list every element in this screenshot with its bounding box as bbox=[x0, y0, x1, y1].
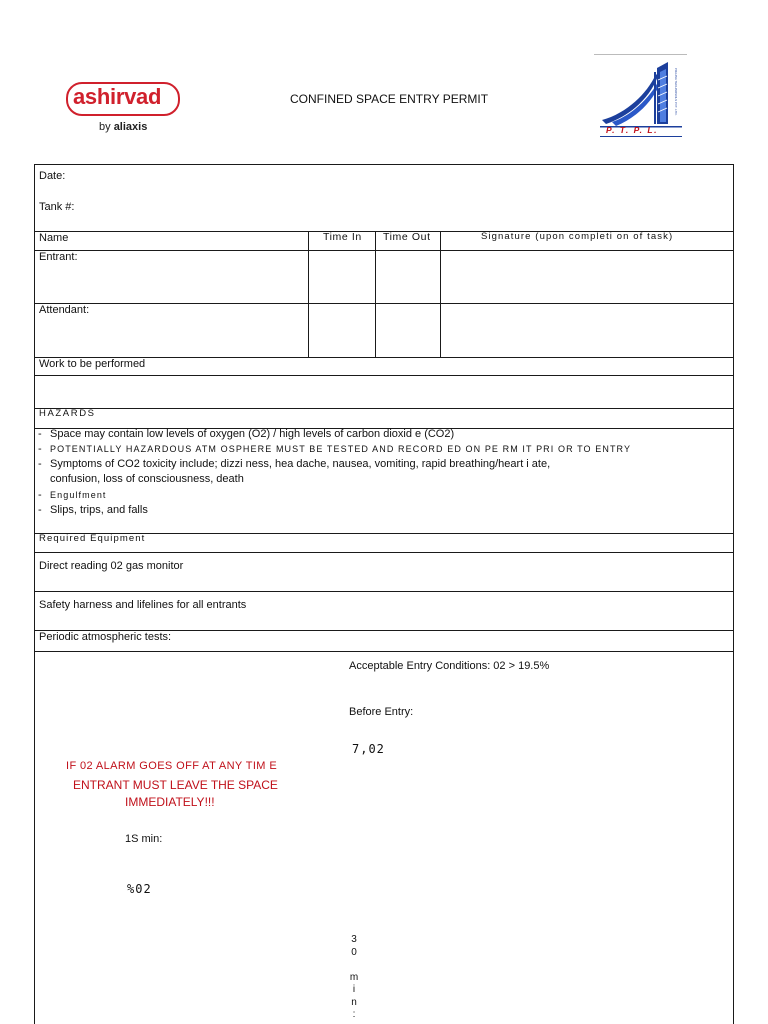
thirty-min-char: 3 bbox=[351, 934, 357, 945]
equipment-item: Safety harness and lifelines for all entrants bbox=[39, 599, 247, 611]
hazard-text: Symptoms of CO2 toxicity include; dizzi ness, hea dache, nausea, vomiting, rapid breathing/heart i ate, bbox=[50, 458, 551, 470]
thirty-min-label bbox=[348, 934, 360, 1022]
ashirvad-logo bbox=[66, 82, 182, 140]
attendant-time-in-field[interactable] bbox=[310, 305, 374, 356]
hazard-bullet: - bbox=[38, 443, 42, 455]
tagline-brand: aliaxis bbox=[113, 121, 148, 133]
hazard-text: Slips, trips, and falls bbox=[50, 504, 148, 516]
acceptable-entry-conditions: Acceptable Entry Conditions: 02 > 19.5% bbox=[349, 660, 550, 672]
tank-field[interactable] bbox=[85, 199, 720, 215]
attendant-signature-field[interactable] bbox=[442, 305, 732, 356]
entrant-label: Entrant: bbox=[39, 251, 78, 263]
ptpl-label: P. T. P. L. bbox=[606, 125, 658, 135]
before-entry-label: Before Entry: bbox=[349, 706, 414, 718]
date-label: Date: bbox=[39, 170, 66, 182]
hazard-bullet: - bbox=[38, 458, 42, 470]
ptpl-vertical-name: PRAJNA TECHNOSOLS PVT. LTD. bbox=[674, 68, 678, 116]
page-title: CONFINED SPACE ENTRY PERMIT bbox=[290, 92, 489, 106]
hazard-item bbox=[38, 503, 148, 517]
alarm-warning-line3: IMMEDIATELY!!! bbox=[125, 795, 215, 809]
equipment-item: Direct reading 02 gas monitor bbox=[39, 560, 184, 572]
hazard-item bbox=[38, 488, 107, 502]
thirty-min-char: : bbox=[352, 1009, 356, 1020]
alarm-warning-part: ALARM GOES OFF AT ANY TIM E bbox=[95, 760, 278, 772]
tagline-prefix: by bbox=[99, 121, 114, 133]
periodic-tests-label: Periodic atmospheric tests: bbox=[39, 631, 172, 643]
column-header-time-out: Time Out bbox=[383, 231, 431, 243]
thirty-min-char: m bbox=[349, 971, 359, 983]
hazard-text: Space may contain low levels of oxygen (O2) / high levels of carbon dioxid e (CO2) bbox=[50, 428, 455, 440]
column-header-name: Name bbox=[39, 232, 69, 244]
hazard-item bbox=[38, 442, 631, 456]
work-label: Work to be performed bbox=[39, 358, 146, 370]
fifteen-min-value: %02 bbox=[127, 882, 152, 896]
hazard-item bbox=[38, 472, 244, 486]
alarm-warning-line2: ENTRANT MUST LEAVE THE SPACE bbox=[73, 778, 278, 792]
attendant-name-field[interactable] bbox=[36, 318, 306, 356]
hazard-item bbox=[38, 427, 454, 441]
date-field[interactable] bbox=[80, 168, 720, 184]
work-field[interactable] bbox=[36, 377, 732, 407]
attendant-label: Attendant: bbox=[39, 304, 90, 316]
entrant-signature-field[interactable] bbox=[442, 252, 732, 302]
equipment-label: Required Equipment bbox=[39, 533, 146, 544]
entrant-time-in-field[interactable] bbox=[310, 252, 374, 302]
hazard-bullet: - bbox=[38, 428, 42, 440]
entrant-time-out-field[interactable] bbox=[377, 252, 439, 302]
thirty-min-char: 0 bbox=[351, 946, 357, 958]
thirty-min-char: i bbox=[352, 984, 356, 995]
ashirvad-brand-text: ashirvad bbox=[73, 84, 162, 109]
before-entry-value: 7,02 bbox=[352, 742, 385, 756]
hazard-text: confusion, loss of consciousness, death bbox=[50, 473, 244, 485]
hazard-item bbox=[38, 457, 550, 471]
entrant-name-field[interactable] bbox=[36, 264, 306, 302]
fifteen-min-label: 1S min: bbox=[125, 833, 163, 845]
thirty-min-char bbox=[348, 959, 360, 972]
hazard-bullet: - bbox=[38, 504, 42, 516]
hazard-bullet: - bbox=[38, 489, 42, 501]
alarm-warning-line1 bbox=[66, 760, 277, 773]
attendant-time-out-field[interactable] bbox=[377, 305, 439, 356]
hazards-label: HAZARDS bbox=[39, 408, 96, 419]
hazard-text: Engulfment bbox=[50, 490, 107, 500]
column-header-signature: Signature (upon completi on of task) bbox=[481, 231, 674, 242]
ptpl-logo bbox=[594, 54, 688, 138]
hazard-text: POTENTIALLY HAZARDOUS ATM OSPHERE MUST BE TESTED AND RECORD ED ON PE RM IT PRI OR TO ENTRY bbox=[50, 444, 632, 454]
thirty-min-char: n bbox=[351, 996, 357, 1008]
aliaxis-tagline bbox=[99, 121, 147, 133]
tank-label: Tank #: bbox=[39, 201, 75, 213]
alarm-warning-part: IF 02 bbox=[66, 760, 96, 772]
column-header-time-in: Time In bbox=[323, 231, 362, 243]
